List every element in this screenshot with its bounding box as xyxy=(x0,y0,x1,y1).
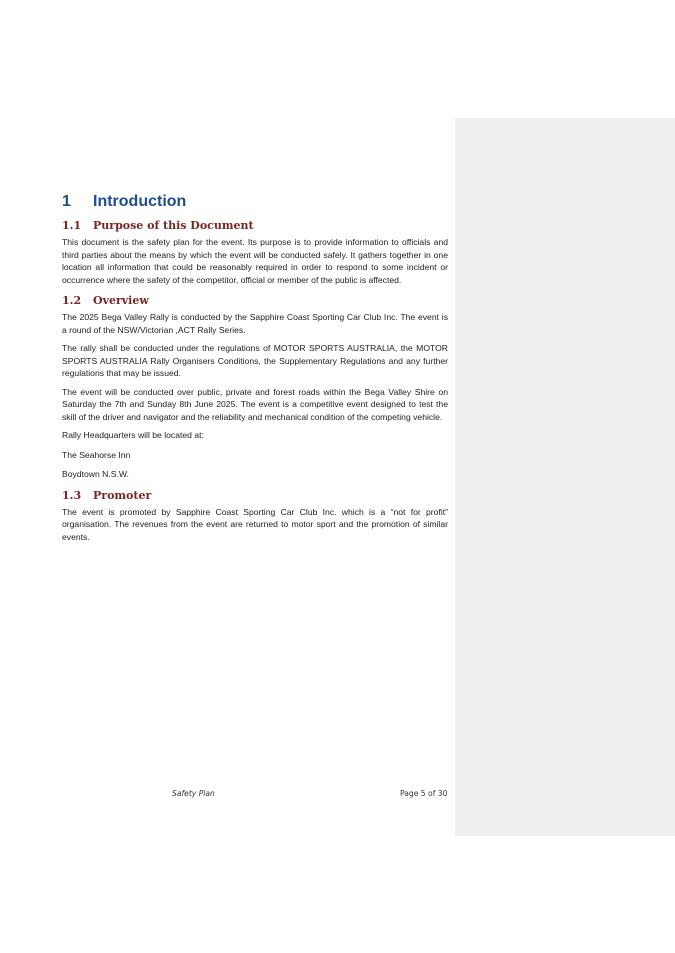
section-heading-promoter xyxy=(62,489,448,502)
section-title: Promoter xyxy=(93,488,152,502)
paragraph: The Seahorse Inn xyxy=(62,449,131,460)
section-number: 1.1 xyxy=(62,219,82,232)
heading-introduction xyxy=(62,193,448,211)
paragraph: The event will be conducted over public, private and forest roads within the Bega Valley Shire on Saturday the 7th and Sunday 8th June 2025. The event is a competitive event designed to test the skill of the driver and navigator and the reliability and mechanical condition of the competing vehicle. xyxy=(62,386,448,422)
heading-title: Introduction xyxy=(93,193,187,210)
paragraph: Boydtown N.S.W. xyxy=(62,469,129,479)
section-heading-purpose xyxy=(62,219,448,232)
paragraph: The event is promoted by Sapphire Coast Sporting Car Club Inc. which is a “not for profit” organisation. The revenues from the event are returned to motor sport and the promotion of similar events. xyxy=(62,506,448,542)
paragraph: Rally Headquarters will be located at: xyxy=(62,430,204,440)
paragraph: The rally shall be conducted under the regulations of MOTOR SPORTS AUSTRALIA, the MOTOR SPORTS AUSTRALIA Rally Organisers Conditions, the Supplementary Regulations and any further regulations that may be issued. xyxy=(62,343,448,378)
section-title: Purpose of this Document xyxy=(93,219,254,232)
footer-page-number: Page 5 of 30 xyxy=(400,789,448,798)
comment-pane xyxy=(455,118,675,836)
page-content xyxy=(62,193,448,549)
paragraph: The 2025 Bega Valley Rally is conducted by the Sapphire Coast Sporting Car Club Inc. The event is a round of the NSW/Victorian ,ACT Rally Series. xyxy=(62,312,448,335)
paragraph: This document is the safety plan for the event. Its purpose is to provide information to officials and third parties about the means by which the event will be conducted safely. It gathers together in one location all information that could be reasonably required in order to respond to some incident or occurrence where the safety of the competitor, official or member of the public is affected. xyxy=(62,237,448,285)
section-heading-overview xyxy=(62,294,448,307)
section-number: 1.3 xyxy=(62,488,82,502)
section-title: Overview xyxy=(93,294,149,307)
footer-document-title: Safety Plan xyxy=(172,789,215,798)
section-number: 1.2 xyxy=(62,294,82,307)
heading-number: 1 xyxy=(62,193,71,210)
